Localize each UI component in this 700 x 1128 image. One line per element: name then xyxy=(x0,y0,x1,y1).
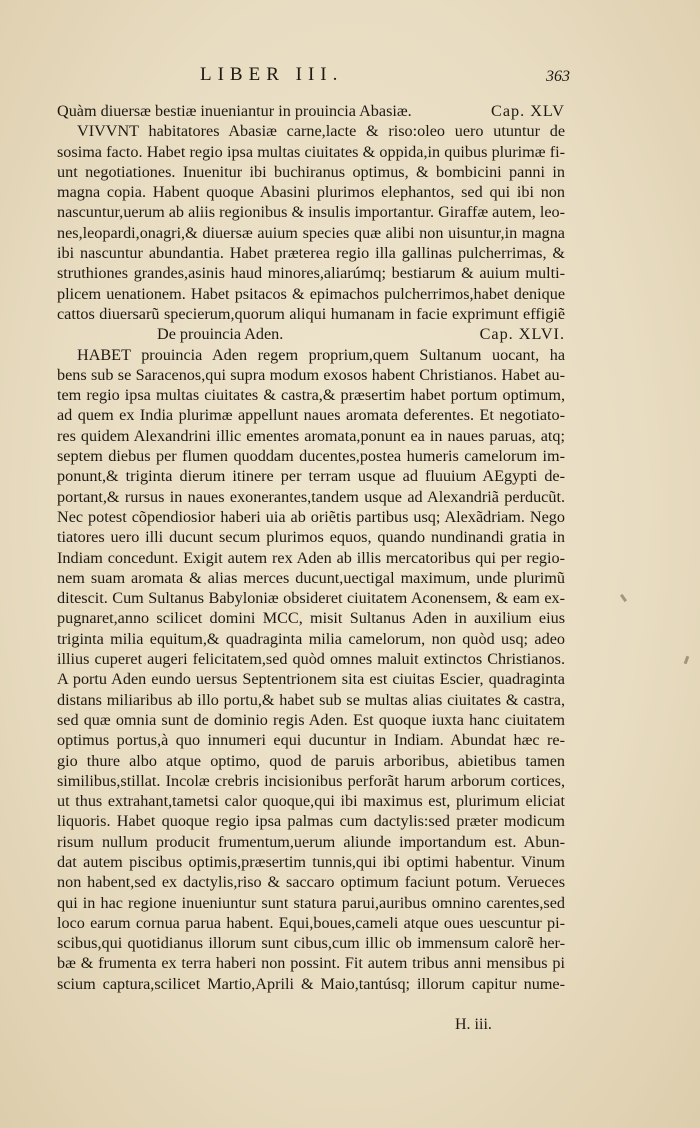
text-line: plicem uenationem. Habet psitacos & epimachos pulcherrimos,habet denique xyxy=(57,284,565,303)
text-line: triginta milia equitum,& quadraginta milia camelorum, non quòd usq; adeo xyxy=(57,629,565,648)
text-line: res quidem Alexandrini illic ementes aromata,ponunt ea in naues paruas, atq; xyxy=(57,426,565,445)
chapter-46-body xyxy=(57,345,565,995)
text-line: non habent,sed ex dactylis,riso & saccaro optimum faciunt potum. Verueces xyxy=(57,873,565,892)
text-line: dat autem piscibus optimis,præsertim tunnis,qui ibi optimi habentur. Vinum xyxy=(57,852,565,871)
text-line: optimus portus,à quo innumeri equi ducuntur in Indiam. Abundat hæc re- xyxy=(57,731,565,750)
text-line: VIVVNT habitatores Abasiæ carne,lacte & riso:oleo uero utuntur de xyxy=(77,122,565,141)
chapter-number: Cap. XLVI. xyxy=(479,325,565,344)
text-line: nascuntur,uerum ab aliis regionibus & insulis importantur. Giraffæ autem, leo- xyxy=(57,203,565,222)
chapter-heading-45 xyxy=(57,101,565,121)
margin-blemish xyxy=(684,656,690,665)
text-line: sosima facto. Habet regio ipsa multas ciuitates & oppida,in quibus plurimæ fi- xyxy=(57,142,565,161)
body-text xyxy=(57,101,565,994)
folio-number: 363 xyxy=(546,68,570,85)
text-line: septem diebus per flumen quoddam ducentes,postea humeris camelorum im- xyxy=(57,447,565,466)
text-line: ditescit. Cum Sultanus Babyloniæ obsideret ciuitatem Aconensem, & eam ex- xyxy=(57,589,565,608)
text-line: bens sub se Saracenos,qui supra modum exosos habent Christianos. Habet au- xyxy=(57,365,565,384)
text-line: pugnaret,anno scilicet domini MCC, misit Sultanus Aden in auxilium eius xyxy=(57,609,565,628)
text-line: loco earum cornua parua habent. Equi,boues,cameli atque oues uescuntur pi- xyxy=(57,913,565,932)
text-line: qui in hac regione inueniuntur sunt statura parui,auribus omnino carentes,sed xyxy=(57,893,565,912)
text-line: tem regio ipsa multas ciuitates & castra,& præsertim habet portum optimum, xyxy=(57,386,565,405)
text-line: bæ & frumenta ex terra haberi non possint. Fit autem tribus anni mensibus pi xyxy=(57,954,565,973)
text-line: similibus,stillat. Incolæ crebris incisionibus perforãt harum arborum cortices, xyxy=(57,771,565,790)
text-line: Nec potest cõpendiosior haberi uia ab oriẽtis partibus usq; Alexãdriam. Nego xyxy=(57,507,565,526)
chapter-title: Quàm diuersæ bestiæ inueniantur in prouincia Abasiæ. xyxy=(57,102,412,120)
text-line: cattos diuersarũ specierum,quorum aliqui humanam in facie exprimunt effigiẽ xyxy=(57,304,565,323)
text-line: distans miliaribus ab illo portu,& habet sub se multas alias ciuitates & castra, xyxy=(57,690,565,709)
text-line: tiatores uero illi ducunt secum plurimos equos, quando nundinandi gratia in xyxy=(57,528,565,547)
chapter-title: De prouincia Aden. xyxy=(157,325,284,344)
running-head-title: LIBER III. xyxy=(200,64,344,85)
text-line: HABET prouincia Aden regem proprium,quem Sultanum uocant, ha xyxy=(77,345,565,364)
chapter-number: Cap. XLV xyxy=(491,102,565,120)
text-line: ibi nascuntur abundantia. Habet præterea regio illa gallinas pulcherrimas, & xyxy=(57,244,565,263)
text-line: unt negotiationes. Inuenitur ibi buchiranus optimus, & bombicini panni in xyxy=(57,162,565,181)
text-line: ad quem ex India plurimæ appellunt naues aromata deferentes. Et negotiato- xyxy=(57,406,565,425)
text-line: sed quæ omnia sunt de dominio regis Aden. Est quoque iuxta hanc ciuitatem xyxy=(57,710,565,729)
text-line: Indiam concedunt. Exigit autem rex Aden ab illis mercatoribus qui per regio- xyxy=(57,548,565,567)
chapter-45-body xyxy=(57,121,565,324)
running-head xyxy=(0,64,700,90)
text-line: ut thus extrahant,tametsi calor quoque,qui ibi maximus est, plurimum eliciat xyxy=(57,792,565,811)
signature-mark: H. iii. xyxy=(455,1016,492,1033)
text-line: liquoris. Habet quoque regio ipsa palmas cum dactylis:sed præter modicum xyxy=(57,812,565,831)
text-line: risum nullum producit frumentum,uerum aliunde importandum est. Abun- xyxy=(57,832,565,851)
chapter-heading-46 xyxy=(57,324,565,344)
text-line: scibus,qui quotidianus illorum sunt cibus,cum illic ob immensum calorẽ her- xyxy=(57,934,565,953)
text-line: scium captura,scilicet Martio,Aprili & Maio,tantúsq; illorum capitur nume- xyxy=(57,974,565,993)
text-line: A portu Aden eundo uersus Septentrionem sita est ciuitas Escier, quadraginta xyxy=(57,670,565,689)
margin-blemish xyxy=(620,594,627,602)
text-line: magna copia. Habent quoque Abasini plurimos elephantos, sed qui ibi non xyxy=(57,183,565,202)
text-line: ponunt,& triginta dierum itinere per terram usque ad fluuium AEgypti de- xyxy=(57,467,565,486)
text-line: portant,& rursus in naues exonerantes,tandem usque ad Alexandriã perducũt. xyxy=(57,487,565,506)
text-line: nes,leopardi,onagri,& diuersæ auium species quæ alibi non uisuntur,in magna xyxy=(57,223,565,242)
text-line: struthiones grandes,asinis haud minores,aliarúmq; bestiarum & auium multi- xyxy=(57,264,565,283)
text-line: gio thure albo atque optimo, quod de paruis arboribus, abietibus tamen xyxy=(57,751,565,770)
text-line: illius cuperet augeri felicitatem,sed quòd omnes maluit extinctos Christianos. xyxy=(57,650,565,669)
text-line: nem suam aromata & alias merces ducunt,uectigal maximum, unde plurimũ xyxy=(57,568,565,587)
